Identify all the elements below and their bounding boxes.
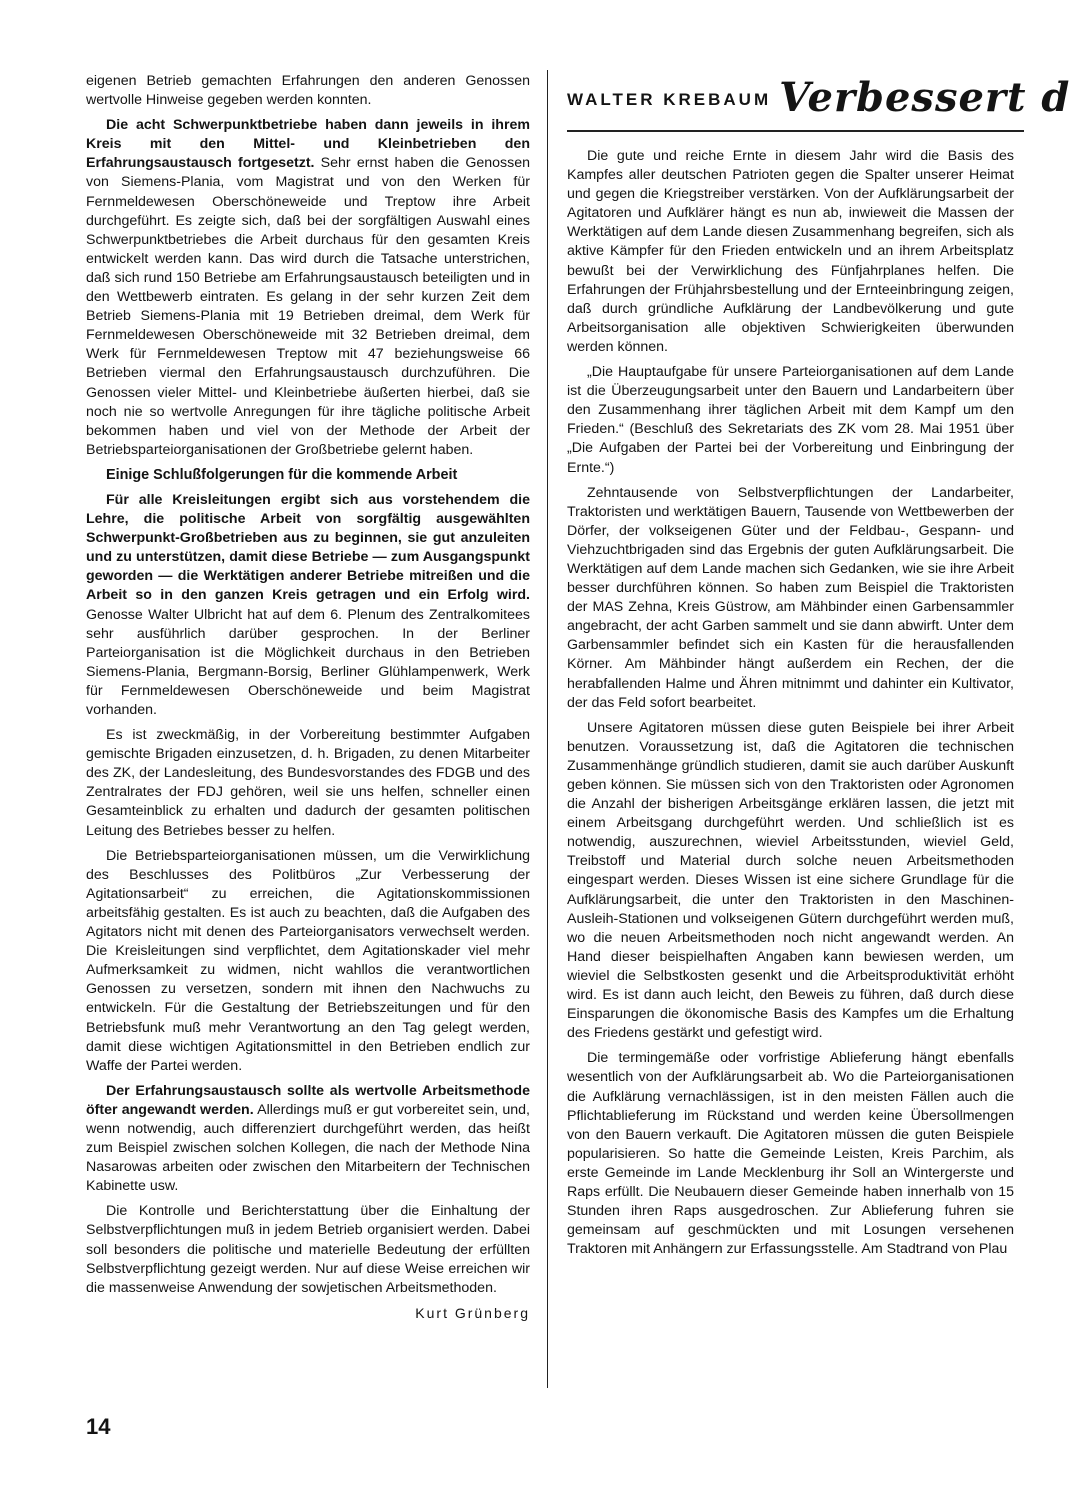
bold-lead: Für alle Kreisleitungen ergibt sich aus vorstehendem die Lehre, die politische Arbeit von sorgfältig ausgewählten Schwerpunkt-Großbetrieben aus zu beginnen, sie gut anzuleiten und zu unterstützen, damit diese Betriebe — zum Ausgangspunkt geworden — die Werktätigen anderer Betriebe mitreißen und die Arbeit so in den ganzen Kreis getragen und ein Erfolg wird. (86, 491, 530, 604)
section-subheading: Einige Schlußfolgerungen für die kommende Arbeit (106, 466, 458, 483)
paragraph: Die Kontrolle und Berichterstattung über die Einhaltung der Selbstverpflichtungen muß in jedem Betrieb organisiert werden. Dabei soll besonders die politische und materielle Bedeutung der erfüllten Selbstverpflichtung gezeigt werden. Nur auf diese Weise erreichen wir die massenweise Anwendung der sowjetischen Arbeitsmethoden. (86, 1203, 530, 1296)
bold-lead: Die acht Schwerpunktbetriebe haben dann jeweils in ihrem Kreis mit den Mittel- und Kleinbetrieben den Erfahrungsaustausch fortgesetzt. (86, 117, 530, 172)
left-column (86, 72, 530, 1323)
paragraph: Zehntausende von Selbstverpflichtungen der Landarbeiter, Traktoristen und werktätigen Bauern, Tausende von Wettbewerben der Dörfer, der volkseigenen Güter und der Feldbau-, Gespann- und Viehzuchtbrigaden sind das Ergebnis der guten Aufklärungsarbeit. Die Werktätigen auf dem Lande machen sich Gedanken, wie sie ihre Arbeit besser durchführen können. So haben zum Beispiel die Traktoristen der MAS Zehna, Kreis Güstrow, am Mähbinder einen Garbensammler angebracht, der acht Garben sammelt und sie dann abwirft. Unter dem Garbensammler befindet sich ein Kasten für die herausfallenden Körner. Am Mähbinder hängt außerdem ein Rechen, der die herabfallenden Halme und Ähren mitnimmt und dahinter ein Kultivator, der das Feld sofort bearbeitet. (567, 484, 1014, 711)
paragraph-text: Genosse Walter Ulbricht hat auf dem 6. Plenum des Zentralkomitees sehr ausführlich darüber gesprochen. In der Berliner Parteiorganisation ist die Möglichkeit durchaus in den Betrieben Siemens-Plania, Bergmann-Borsig, Berliner Glühlampenwerk, Werk für Fernmeldewesen Oberschöneweide und beim Magistrat vorhanden. (86, 606, 530, 718)
paragraph: Unsere Agitatoren müssen diese guten Beispiele bei ihrer Arbeit benutzen. Voraussetzung ist, daß die Agitatoren die technischen Zusammenhänge gründlich studieren, damit sie auch darüber Auskunft geben können. Sie müssen sich von den Traktoristen oder Agronomen die Anzahl der bisherigen Arbeitsgänge erklären lassen, die jetzt mit einem Arbeitsgang durchgeführt werden. Und schließlich ist es notwendig, auszurechnen, wieviel Arbeitsstunden, wieviel Geld, Treibstoff und Material durch solche neuen Arbeitsmethoden eingespart werden. Dieses Wissen ist eine sichere Grundlage für die Aufklärungsarbeit, die unter den Traktoristen in den Maschinen-Ausleih-Stationen und volkseigenen Gütern durchgeführt werden muß, wo die neuen Arbeitsmethoden noch nicht angewandt werden. An Hand dieser beispielhaften Angaben kann bewiesen werden, um wieviel die Selbstkosten gesenkt und die Arbeitsproduktivität erhöht wird. Es ist dann auch leicht, den Beweis zu führen, daß durch diese Einsparungen die ökonomische Basis des Kampfes um die Erhaltung des Friedens gestärkt und gefestigt wird. (567, 719, 1014, 1042)
paragraph (86, 116, 530, 460)
bold-lead: Der Erfahrungsaustausch sollte als wertvolle Arbeitsmethode öfter angewandt werden. (86, 1082, 530, 1118)
paragraph: eigenen Betrieb gemachten Erfahrungen den anderen Genossen wertvolle Hinweise gegeben werden konnten. (86, 73, 530, 109)
article-author: WALTER KREBAUM (567, 90, 772, 109)
paragraph-text: Allerdings muß er gut vorbereitet sein, und, wenn notwendig, auch differenziert durchgeführt werden, das heißt zum Beispiel zwischen solchen Kollegen, die nach der Methode Nina Nasarowas arbeiten oder zwischen den Mitarbeitern der Technischen Kabinette usw. (86, 1101, 530, 1195)
paragraph (86, 491, 530, 720)
article-title: Verbessert d (779, 74, 1070, 121)
quote-paragraph: „Die Hauptaufgabe für unsere Parteiorganisationen auf dem Lande ist die Überzeugungsarbeit unter den Bauern und Landarbeitern über den Zusammenhang ihrer täglichen Arbeit mit dem Kampf um den Frieden.“ (Beschluß des Sekretariats des ZK vom 28. Mai 1951 über „Die Aufgaben der Partei bei der Vorbereitung und Einbringung der Ernte.“) (567, 364, 1014, 476)
article-header (567, 74, 1070, 134)
column-divider (547, 70, 548, 1388)
paragraph: Die Betriebsparteiorganisationen müssen, um die Verwirklichung des Beschlusses des Politbüros „Zur Verbesserung der Agitationsarbeit“ zu erreichen, die Agitationskommissionen arbeitsfähig gestalten. Es ist auch zu beachten, daß die Aufgaben des Agitators nicht mit denen des Parteiorganisators verwechselt werden. Die Kreisleitungen sind verpflichtet, dem Agitationskader viel mehr Aufmerksamkeit zu widmen, nicht wahllos die verantwortlichen Genossen zu versetzen, sondern mit ihnen den Nachwuchs zu entwickeln. Für die Gestaltung der Betriebszeitungen und für den Betriebsfunk muß mehr Verantwortung an den Tag gelegt werden, damit diese wichtigen Agitationsmittel in den Betrieben endlich zur Waffe der Partei werden. (86, 847, 530, 1074)
author-signature: Kurt Grünberg (415, 1304, 530, 1321)
right-column (567, 147, 1014, 1265)
paragraph-text: Sehr ernst haben die Genossen von Siemens-Plania, vom Magistrat und von den Werken für Fernmeldewesen Oberschöneweide und Treptow ihre Arbeit durchgeführt. Es zeigte sich, daß bei der sorgfältigen Auswahl eines Schwerpunktbetriebes die Arbeit durchaus für den gesamten Kreis entwickelt werden kann. Das wird durch die Tatsache unterstrichen, daß sich rund 150 Betriebe am Erfahrungsaustausch beteiligten und in den Wettbewerb eintraten. Es gelang in der sehr kurzen Zeit dem Betrieb Siemens-Plania mit 19 Betrieben dreimal, dem Werk für Fernmeldewesen Oberschöneweide mit 32 Betrieben dreimal, dem Werk für Fernmeldewesen Treptow mit 47 beziehungsweise 66 Betrieben viermal den Erfahrungsaustausch durchzuführen. Die Genossen vieler Mittel- und Kleinbetriebe äußerten hierbei, daß sie noch nie so wertvolle Anregungen für ihre tägliche politische Arbeit bekommen haben und viel von der Methode der Arbeit der Betriebsparteiorganisationen der Großbetriebe gelernt haben. (86, 155, 530, 458)
header-rule (567, 130, 1024, 132)
paragraph (86, 1082, 530, 1197)
paragraph: Die gute und reiche Ernte in diesem Jahr wird die Basis des Kampfes aller deutschen Patrioten gegen die Spalter unserer Heimat und gegen die Kriegstreiber verstärken. Von der Aufklärungsarbeit der Agitatoren und Aufklärer hängt es nun ab, inwieweit die Massen der Werktätigen auf dem Lande diesen Zusammenhang begreifen, sich als aktive Kämpfer für den Frieden entwickeln und an ihrem Arbeitsplatz bewußt bei der Verwirklichung des Fünfjahrplanes helfen. Die Erfahrungen der Frühjahrsbestellung und der Ernteeinbringung zeigen, daß durch gründliche Aufklärung der Landbevölkerung und gute Arbeitsorganisation alle objektiven Schwierigkeiten überwunden werden können. (567, 148, 1014, 355)
paragraph: Die termingemäße oder vorfristige Ablieferung hängt ebenfalls wesentlich von der Aufklärungsarbeit ab. Wo die Parteiorganisationen die Aufklärung vernachlässigen, ist in den meisten Fällen auch die Pflichtablieferung im Rückstand und werden keine Übersollmengen von den Bauern verkauft. Die Agitatoren müssen die guten Beispiele popularisieren. So hatte die Gemeinde Leisten, Kreis Parchim, als erste Gemeinde im Lande Mecklenburg ihr Soll an Wintergerste und Raps erfüllt. Die Neubauern dieser Gemeinde haben innerhalb von 15 Stunden ihren Raps ausgedroschen. Zur Ablieferung fuhren sie gemeinsam auf geschmückten und mit Losungen versehenen Traktoren mit Anhängern zur Erfassungsstelle. Am Stadtrand von Plau (567, 1050, 1014, 1258)
page-number: 14 (86, 1414, 111, 1439)
paragraph: Es ist zweckmäßig, in der Vorbereitung bestimmter Aufgaben gemischte Brigaden einzusetzen, d. h. Brigaden, zu denen Mitarbeiter des ZK, der Landesleitung, des Bundesvorstandes des FDGB und des Zentralrates der FDJ gehören, weil sie uns helfen, schneller einen Gesamteinblick zu erhalten und dadurch der gesamten politischen Leitung des Betriebes besser zu helfen. (86, 727, 530, 839)
